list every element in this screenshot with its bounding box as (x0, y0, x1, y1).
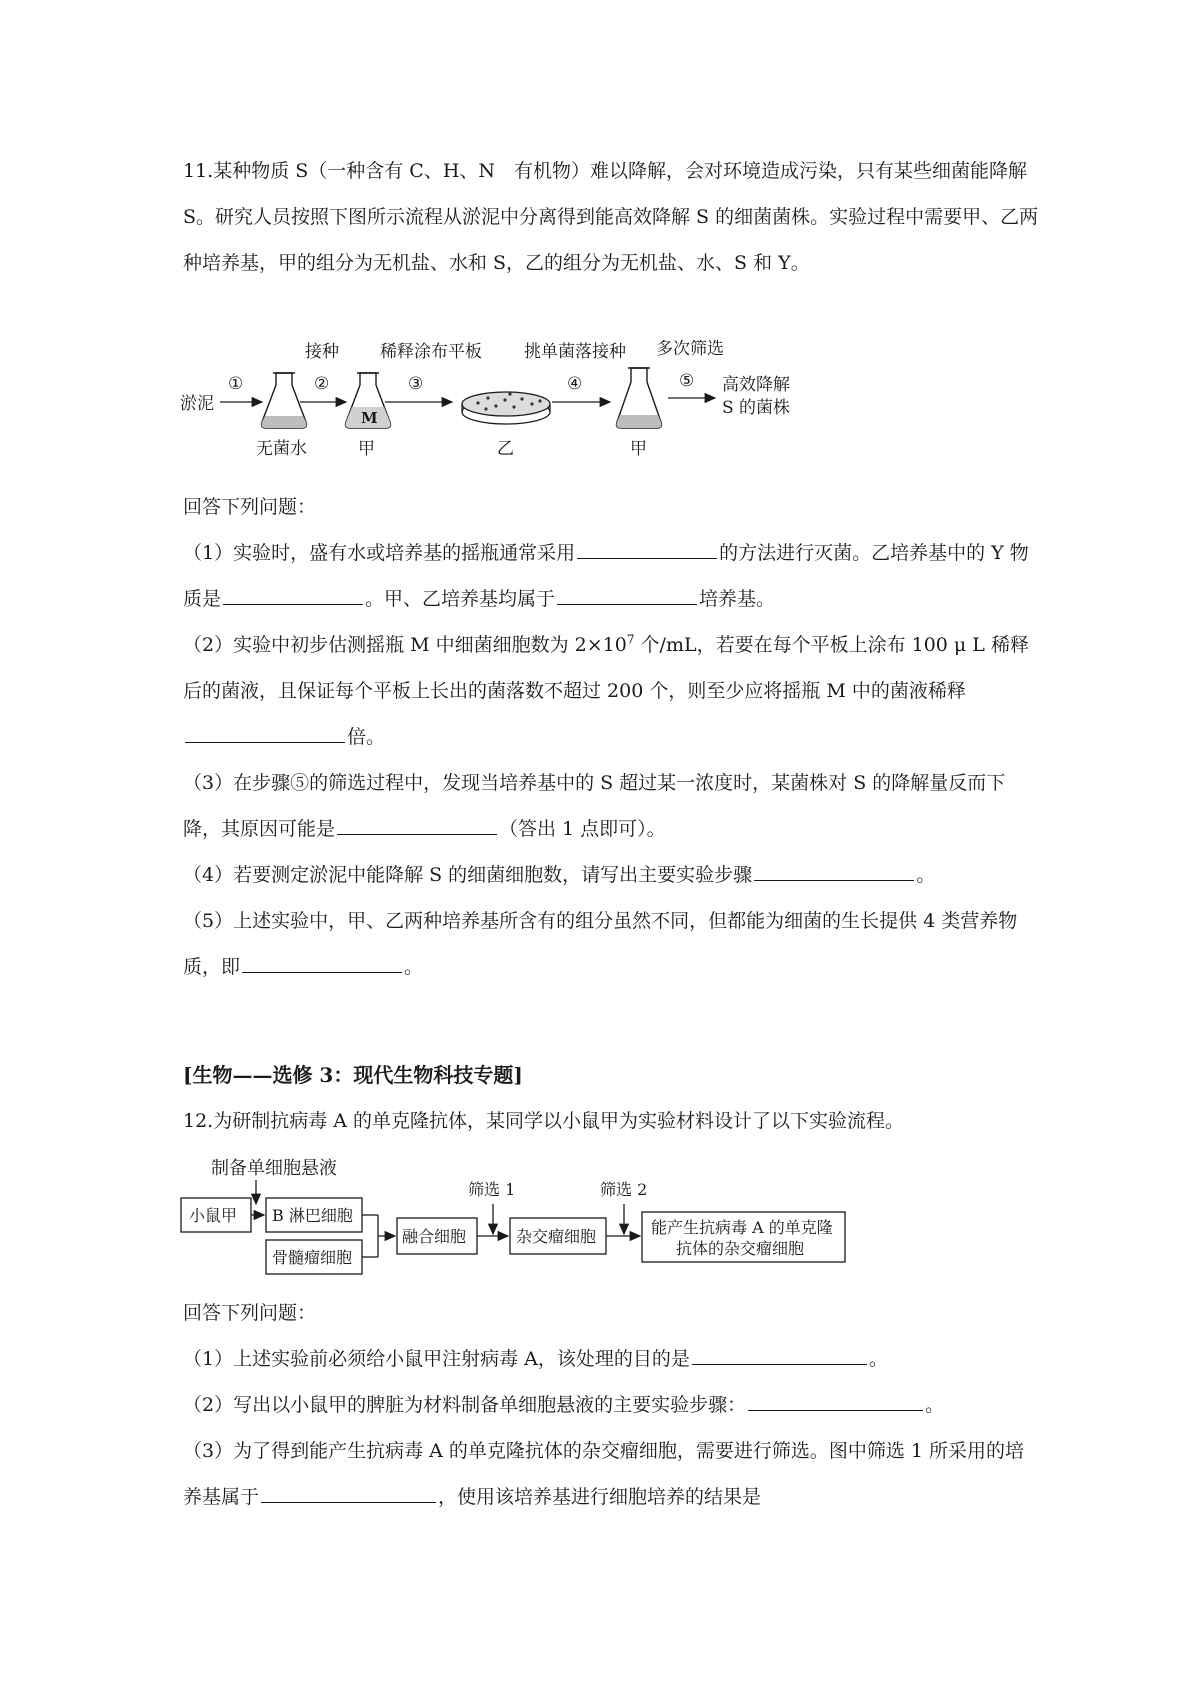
step-1-label: ① (228, 374, 244, 394)
flask-jia-icon (617, 368, 662, 428)
q12-intro: 12.为研制抗病毒 A 的单克隆抗体，某同学以小鼠甲为实验材料设计了以下实验流程。 (183, 1110, 905, 1132)
q12-p3-text-a: （3）为了得到能产生抗病毒 A 的单克隆抗体的杂交瘤细胞，需要进行筛选。图中筛选 1 所采用的培养基属于 (183, 1440, 1025, 1508)
step-5-label: ⑤ (679, 371, 695, 391)
inoculate-label: 接种 (305, 342, 339, 362)
q11-part-3 (183, 760, 1043, 852)
flask-sterile-water-icon (262, 373, 307, 428)
final-line-2: 抗体的杂交瘤细胞 (676, 1239, 805, 1258)
step-2-label: ② (314, 374, 330, 394)
q12-part-3 (183, 1428, 1043, 1520)
pick-colony-label: 挑单菌落接种 (524, 342, 626, 362)
q11-p5-text-b: 。 (404, 956, 424, 978)
q12-questions (183, 1290, 1043, 1520)
answer-blank[interactable] (754, 860, 914, 881)
step-3-label: ③ (408, 374, 424, 394)
fused-label: 融合细胞 (402, 1227, 467, 1246)
plate-caption: 乙 (497, 439, 514, 459)
answer-blank[interactable] (748, 1390, 923, 1411)
q11-intro-block (183, 148, 1043, 286)
b-cell-label: B 淋巴细胞 (272, 1206, 353, 1225)
flow-start-label: 淤泥 (180, 394, 214, 414)
result-line-1: 高效降解 (722, 375, 790, 395)
q11-part-1 (183, 530, 1043, 622)
q11-flow-diagram (0, 340, 1200, 480)
q11-p2-text-c: 倍。 (347, 726, 386, 748)
answer-blank[interactable] (337, 814, 497, 835)
q11-intro: 11.某种物质 S（一种含有 C、H、N 有机物）难以降解，会对环境造成污染，只有某些细菌能降解 S。研究人员按照下图所示流程从淤泥中分离得到能高效降解 S 的细菌菌株。实验过程中需要甲、乙两种培养基，甲的组分为无机盐、水和 S，乙的组分为无机盐、水、S 和 Y。 (183, 160, 1039, 274)
q11-questions (183, 484, 1043, 990)
answer-blank[interactable] (577, 538, 717, 559)
q11-p2-exponent: 7 (626, 632, 635, 647)
answer-blank[interactable] (557, 584, 697, 605)
final-line-1: 能产生抗病毒 A 的单克隆 (651, 1218, 833, 1237)
q11-p1-text-c: 。甲、乙培养基均属于 (365, 588, 556, 610)
q11-p4-text-b: 。 (916, 864, 936, 886)
q11-p3-text-a: （3）在步骤⑤的筛选过程中，发现当培养基中的 S 超过某一浓度时，某菌株对 S 的降解量反而下降，其原因可能是 (183, 772, 1006, 840)
q11-p3-text-b: （答出 1 点即可）。 (499, 818, 666, 840)
q11-part-5 (183, 898, 1043, 990)
answer-blank[interactable] (261, 1482, 436, 1503)
q11-p1-text-b: 的方法进行灭菌。乙培养基中的 Y 物质是 (183, 542, 1029, 610)
q12-part-1 (183, 1336, 1043, 1382)
q11-part-4 (183, 852, 1043, 898)
answer-blank[interactable] (242, 952, 402, 973)
multi-screen-label: 多次筛选 (656, 340, 724, 359)
screen-1-label: 筛选 1 (468, 1180, 516, 1199)
q11-p5-text-a: （5）上述实验中，甲、乙两种培养基所含有的组分虽然不同，但都能为细菌的生长提供 4 类营养物质，即 (183, 910, 1018, 978)
q11-part-2 (183, 622, 1043, 760)
mouse-label: 小鼠甲 (189, 1206, 238, 1225)
q11-prompt: 回答下列问题： (183, 496, 317, 518)
flask-2-caption: 甲 (358, 439, 375, 459)
q12-prompt: 回答下列问题： (183, 1302, 317, 1324)
myeloma-label: 骨髓瘤细胞 (272, 1248, 353, 1267)
q12-flow-diagram (0, 1152, 1200, 1282)
section-block (183, 1052, 1043, 1144)
prep-suspension-label: 制备单细胞悬液 (211, 1158, 337, 1179)
q11-p1-text-d: 培养基。 (699, 588, 776, 610)
dilute-plate-label: 稀释涂布平板 (380, 342, 482, 362)
screen-2-label: 筛选 2 (600, 1180, 648, 1199)
q11-p4-text-a: （4）若要测定淤泥中能降解 S 的细菌细胞数，请写出主要实验步骤 (183, 864, 753, 886)
q11-p2-text-b: 个/mL，若要在每个平板上涂布 100 μ L 稀释后的菌液，且保证每个平板上长出的菌落数不超过 200 个，则至少应将摇瓶 M 中的菌液稀释 (183, 634, 1029, 702)
flask-3-caption: 甲 (630, 439, 647, 459)
petri-dish-icon (462, 392, 550, 424)
answer-blank[interactable] (185, 722, 345, 743)
step-4-label: ④ (567, 374, 583, 394)
q11-p2-text-a: （2）实验中初步估测摇瓶 M 中细菌细胞数为 2×10 (183, 634, 627, 656)
q11-p1-text-a: （1）实验时，盛有水或培养基的摇瓶通常采用 (183, 542, 576, 564)
hybridoma-label: 杂交瘤细胞 (516, 1227, 597, 1246)
section-title: [生物——选修 3：现代生物科技专题] (183, 1063, 523, 1087)
answer-blank[interactable] (692, 1344, 867, 1365)
q12-p2-text-a: （2）写出以小鼠甲的脾脏为材料制备单细胞悬液的主要实验步骤： (183, 1394, 747, 1416)
q12-p2-text-b: 。 (925, 1394, 945, 1416)
flask-m-mark: M (361, 409, 378, 427)
q12-p3-text-b: ，使用该培养基进行细胞培养的结果是 (438, 1486, 762, 1508)
result-line-2: S 的菌株 (722, 398, 791, 418)
q12-part-2 (183, 1382, 1043, 1428)
flask-1-caption: 无菌水 (256, 439, 307, 459)
q12-p1-text-b: 。 (868, 1348, 888, 1370)
q12-p1-text-a: （1）上述实验前必须给小鼠甲注射病毒 A，该处理的目的是 (183, 1348, 690, 1370)
answer-blank[interactable] (223, 584, 363, 605)
